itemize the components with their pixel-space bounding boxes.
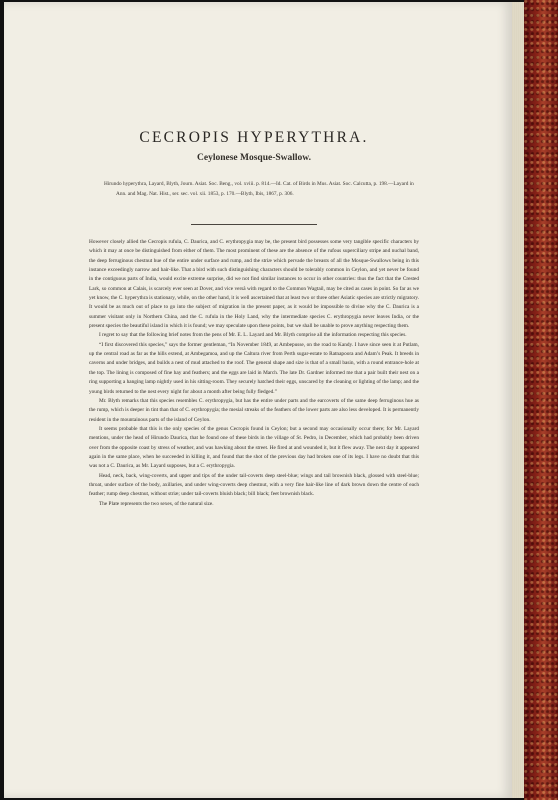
book-page [4,2,512,798]
body-paragraph: “I first discovered this species,” says the former gentleman, “In November 1849, at Ambepusse, on the road to Kandy. I have since seen it at Putlam, up the central road as far as the hills extend, at Ambegamoa, and up the Caltura river from Perth sugar-estate to Ratnapoora and Adam’s Peak. It breeds in caverns and under bridges, and builds a nest of mud attached to the roof. The general shape and size is that of a small basin, with a round entrance-hole at the top. The lining is composed of fine hay and feathers; and the eggs are laid in March. The late Dr. Gardner informed me that a pair built their nest on a ring supporting a hanging lamp nightly used in his sitting-room. They securely hatched their eggs, unscared by the cleaning or lighting of the lamp; and the young birds returned to the nest every night for about a month after being fully fledged.” [89,341,419,395]
page-fore-edge [512,2,524,798]
body-paragraph: The Plate represents the two sexes, of the natural size. [99,500,214,507]
body-paragraph: Head, neck, back, wing-coverts, and upper and tips of the under tail-coverts deep steel-blue; wings and tail brownish black, glossed with steel-blue; throat, under surface of the body, axillaries, and under wing-coverts deep chestnut, with a very fine hair-like line of dark brown down the centre of each feather; rump deep chestnut, without striæ; under tail-coverts bluish black; bill black; feet brownish black. [89,472,419,498]
article-body [89,238,419,509]
body-paragraph: Mr. Blyth remarks that this species resembles C. erythropygia, but has the entire under parts and the earcoverts of the same deep ferruginous hue as the rump, which is deeper in tint than that of C. erythropygia; the mesial streaks of the feathers of the lower parts are also less developed. It is permanently resident in the mountainous parts of the island of Ceylon. [89,397,419,423]
article-title: CECROPIS HYPERYTHRA. [139,129,369,146]
body-paragraph: I regret to say that the following brief notes from the pens of Mr. E. L. Layard and Mr. Blyth comprise all the information respecting this species. [99,332,407,339]
body-paragraph: It seems probable that this is the only species of the genus Cecropis found in Ceylon; but a second may occasionally occur there; for Mr. Layard mentions, under the head of Hirundo Daurica, that he found one of these birds in the village of St. Pedro, in December, which had probably been driven over from the opposite coast by stress of weather, and was hawking about the street. He fired at and wounded it, but it flew away. The next day it appeared again in the same place, when he succeeded in killing it, and found that the shot of the previous day had broken one of its legs. I have no doubt that this was not a C. Daurica, as Mr. Layard supposes, but a C. erythropygia. [89,425,419,470]
article-subtitle: Ceylonese Mosque-Swallow. [197,153,311,163]
section-divider [191,224,317,225]
marbled-binding [524,0,558,800]
body-paragraph: However closely allied the Cecropis rufula, C. Daurica, and C. erythropygia may be, the present bird possesses some very tangible specific characters by which it may at once be distinguished from either of them. The most prominent of these are the absence of the rufous superciliary stripe and nuchal band, the deep ferruginous chestnut hue of the entire under surface and rump, and the striæ which pervade the breasts of all the Mosque-Swallows being in this instance exceedingly narrow and hair-like. That a bird with such distinguishing characters should be tolerably common in Ceylon, and yet never be found in the contiguous parts of India, would excite extreme surprise, did we not find similar instances to occur in other countries: thus the fact that the Crested Lark, so common at Calais, is scarcely ever seen at Dover, and vice versâ with regard to the Common Wagtail, may be cited as cases in point. So far as we yet know, the C. hyperythra is stationary, while, on the other hand, it is well ascertained that at least two or three other Asiatic species are strictly migratory. It would be as much out of place to go into the subject of migration in the present paper, as it would be impossible to divine why the C. Daurica is a summer visitant only in Northern China, and the C. rufula in the Holy Land, why the intermediate species C. erythropygia never leaves India, or the present species the beautiful island in which it is found; we may speculate upon these points, but we shall be unable to prove anything respecting them. [89,239,419,330]
synonymy-citation: Hirundo hyperythra, Layard, Blyth, Journ. Asiat. Soc. Beng., vol. xviii. p. 814.—Id. Cat. of Birds in Mus. Asiat. Soc. Calcutta, p. 198.—Layard in Ann. and Mag. Nat. Hist., ser. sec. vol. xii. 1853, p. 170.—Blyth, Ibis, 1867, p. 306. [104,181,414,197]
